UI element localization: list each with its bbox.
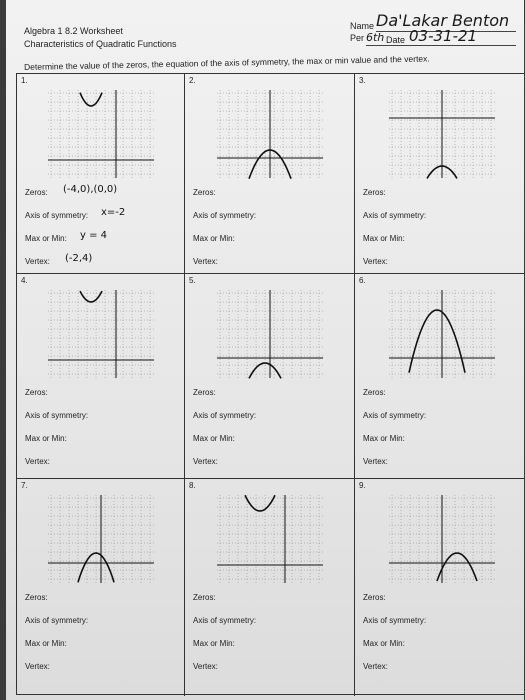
axis-of-symmetry-label: Axis of symmetry:: [193, 211, 257, 220]
vertex-label: Vertex:: [25, 457, 50, 466]
parabola-graph: [387, 88, 497, 180]
parabola-curve: [245, 495, 275, 511]
parabola-graph: [387, 493, 497, 585]
parabola-graph: [46, 288, 156, 380]
vertex-label: Vertex:: [363, 457, 388, 466]
vertex-label: Vertex:: [193, 457, 218, 466]
axis-of-symmetry-label: Axis of symmetry:: [193, 616, 257, 625]
instructions: Determine the value of the zeros, the equation of the axis of symmetry, the max or min value and the vertex.: [24, 53, 430, 72]
max-or-min-label: Max or Min:: [25, 234, 67, 243]
worksheet-title: Algebra 1 8.2 Worksheet: [24, 26, 123, 36]
parabola-graph: [46, 493, 156, 585]
parabola-graph: [46, 88, 156, 180]
max-or-min-answer: y = 4: [80, 230, 108, 241]
vertex-label: Vertex:: [193, 257, 218, 266]
zeros-label: Zeros:: [363, 388, 386, 397]
problem-cell-5: [185, 274, 355, 479]
problem-number: 8.: [189, 481, 196, 490]
zeros-label: Zeros:: [193, 593, 216, 602]
problem-number: 3.: [359, 76, 366, 85]
problem-cell-9: [355, 479, 525, 696]
zeros-label: Zeros:: [193, 388, 216, 397]
vertex-label: Vertex:: [363, 257, 388, 266]
name-value: Da'Lakar Benton: [376, 11, 510, 30]
zeros-label: Zeros:: [25, 388, 48, 397]
name-label: Name: [350, 21, 375, 31]
problem-cell-8: [185, 479, 355, 696]
axis-of-symmetry-label: Axis of symmetry:: [25, 616, 89, 625]
zeros-label: Zeros:: [25, 188, 48, 197]
axis-of-symmetry-label: Axis of symmetry:: [363, 211, 427, 220]
axis-of-symmetry-answer: x=-2: [101, 207, 126, 218]
max-or-min-label: Max or Min:: [363, 639, 405, 648]
problem-number: 5.: [189, 276, 196, 285]
zeros-label: Zeros:: [363, 188, 386, 197]
problem-number: 9.: [359, 481, 366, 490]
date-label: Date: [386, 35, 406, 45]
vertex-label: Vertex:: [25, 662, 50, 671]
max-or-min-label: Max or Min:: [193, 234, 235, 243]
parabola-graph: [215, 493, 325, 585]
problem-number: 2.: [189, 76, 196, 85]
per-label: Per: [350, 33, 365, 43]
parabola-graph: [215, 288, 325, 380]
vertex-label: Vertex:: [193, 662, 218, 671]
worksheet-page: [6, 0, 524, 700]
parabola-curve: [80, 291, 102, 302]
max-or-min-label: Max or Min:: [193, 639, 235, 648]
parabola-curve: [437, 553, 477, 581]
max-or-min-label: Max or Min:: [25, 434, 67, 443]
problem-cell-6: [355, 274, 525, 479]
axis-of-symmetry-label: Axis of symmetry:: [25, 411, 89, 420]
max-or-min-label: Max or Min:: [25, 639, 67, 648]
problem-cell-4: [17, 274, 185, 479]
problem-number: 7.: [21, 481, 28, 490]
axis-of-symmetry-label: Axis of symmetry:: [363, 616, 427, 625]
vertex-answer: (-2,4): [65, 253, 93, 264]
vertex-label: Vertex:: [25, 257, 50, 266]
problem-cell-2: [185, 74, 355, 274]
per-value: 6th: [366, 31, 385, 44]
axis-of-symmetry-label: Axis of symmetry:: [363, 411, 427, 420]
worksheet-subtitle: Characteristics of Quadratic Functions: [24, 39, 177, 49]
max-or-min-label: Max or Min:: [363, 434, 405, 443]
problem-number: 6.: [359, 276, 366, 285]
problem-cell-3: [355, 74, 525, 274]
parabola-graph: [215, 88, 325, 180]
problem-cell-7: [17, 479, 185, 696]
problem-number: 4.: [21, 276, 28, 285]
max-or-min-label: Max or Min:: [363, 234, 405, 243]
zeros-answer: (-4,0),(0,0): [63, 184, 118, 195]
parabola-graph: [387, 288, 497, 380]
max-or-min-label: Max or Min:: [193, 434, 235, 443]
axis-of-symmetry-label: Axis of symmetry:: [25, 211, 89, 220]
parabola-curve: [80, 93, 102, 106]
problem-grid: [16, 73, 525, 695]
problem-cell-1: [17, 74, 185, 274]
zeros-label: Zeros:: [193, 188, 216, 197]
vertex-label: Vertex:: [363, 662, 388, 671]
axis-of-symmetry-label: Axis of symmetry:: [193, 411, 257, 420]
zeros-label: Zeros:: [25, 593, 48, 602]
date-value: 03-31-21: [409, 27, 478, 45]
per-date-line: [366, 45, 516, 46]
problem-number: 1.: [21, 76, 28, 85]
zeros-label: Zeros:: [363, 593, 386, 602]
